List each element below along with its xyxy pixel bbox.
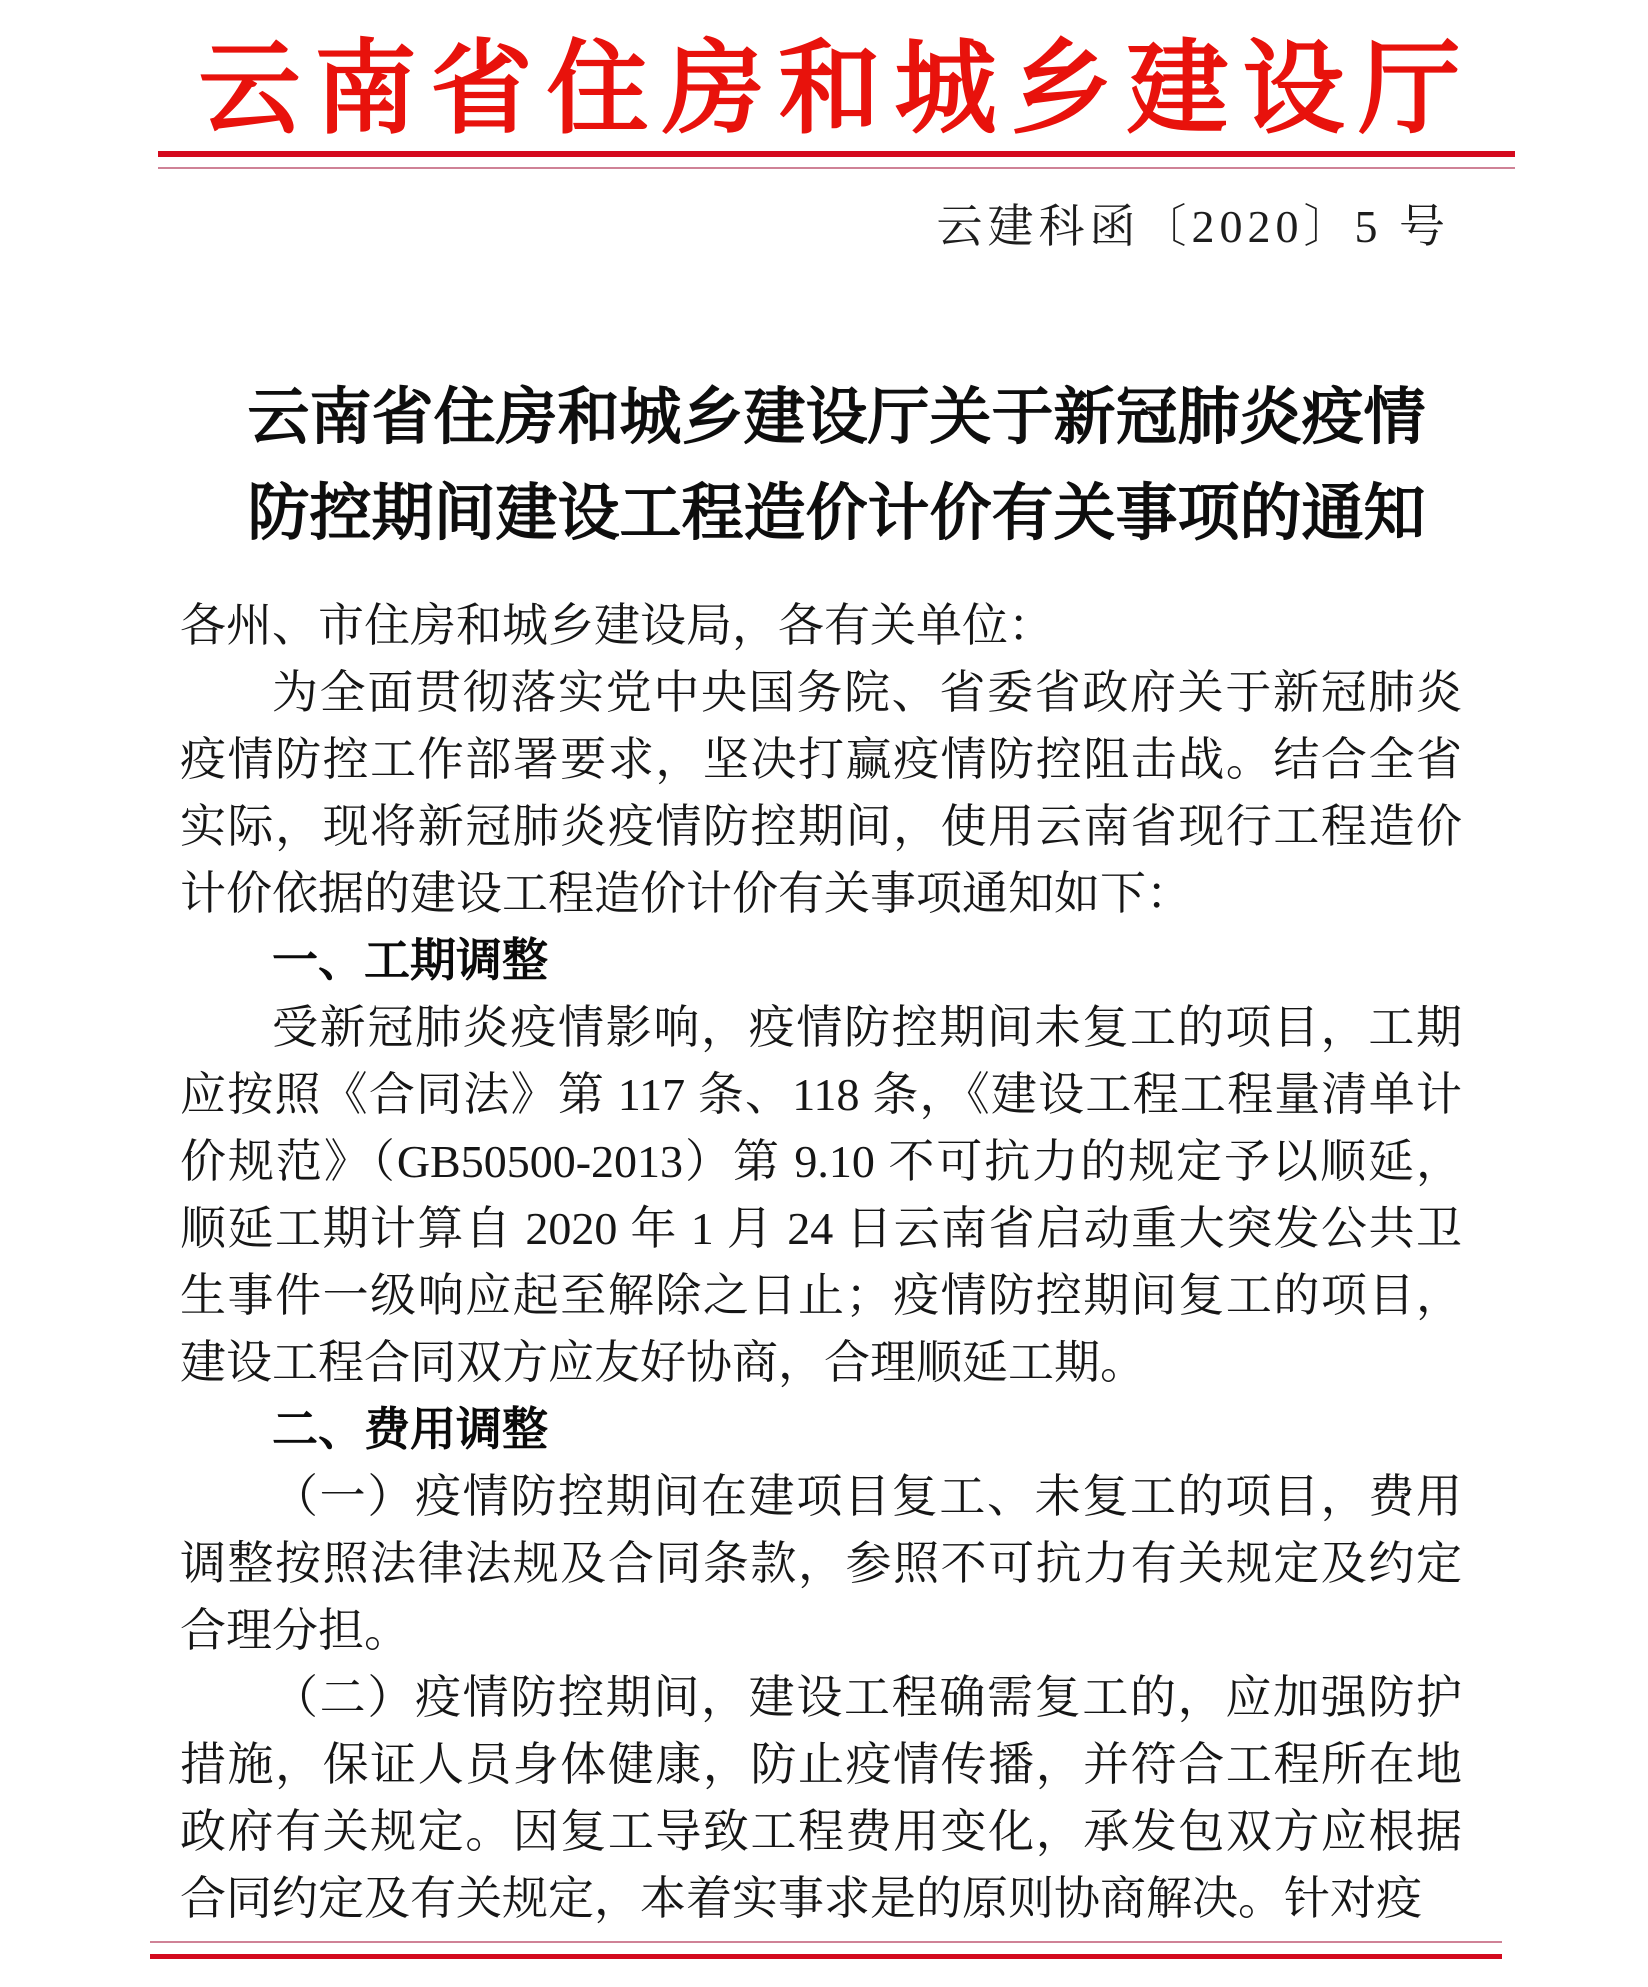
- section-heading-2: 二、费用调整: [272, 1403, 548, 1455]
- section-2-paragraph-2: （二）疫情防控期间，建设工程确需复工的，应加强防护措施，保证人员身体健康，防止疫情传播，并符合工程所在地政府有关规定。因复工导致工程费用变化，承发包双方应根据合同约定及有关规定，本着实事求是的原则协商解决。针对疫: [180, 1672, 1462, 1924]
- section-heading-1: 一、工期调整: [272, 934, 548, 986]
- agency-name: 云南省住房和城乡建设厅: [198, 34, 1475, 147]
- document-body: [180, 592, 1462, 1932]
- letterhead-rule-top: [158, 151, 1515, 157]
- salutation-line: 各州、市住房和城乡建设局，各有关单位：: [180, 600, 1054, 651]
- document-number: 云建科函〔2020〕5 号: [936, 201, 1450, 252]
- intro-paragraph: 为全面贯彻落实党中央国务院、省委省政府关于新冠肺炎疫情防控工作部署要求，坚决打赢疫情防控阻击战。结合全省实际，现将新冠肺炎疫情防控期间，使用云南省现行工程造价计价依据的建设工程造价计价有关事项通知如下：: [180, 667, 1462, 919]
- section-2-paragraph-1: （一）疫情防控期间在建项目复工、未复工的项目，费用调整按照法律法规及合同条款，参照不可抗力有关规定及约定合理分担。: [180, 1471, 1462, 1656]
- footer-rule-bottom: [150, 1954, 1502, 1959]
- section-1-paragraph: 受新冠肺炎疫情影响，疫情防控期间未复工的项目，工期应按照《合同法》第 117 条、118 条，《建设工程工程量清单计价规范》（GB50500-2013）第 9.10 不可抗力的规定予以顺延，顺延工期计算自 2020 年 1 月 24 日云南省启动重大突发公共卫生事件一级响应起至解除之日止；疫情防控期间复工的项目，建设工程合同双方应友好协商，合理顺延工期。: [180, 1002, 1462, 1388]
- document-title-line1: 云南省住房和城乡建设厅关于新冠肺炎疫情: [247, 384, 1426, 452]
- letterhead-rule-bottom: [158, 167, 1515, 169]
- footer-rule-top: [150, 1941, 1502, 1943]
- document-title: [158, 370, 1515, 562]
- document-title-line2: 防控期间建设工程造价计价有关事项的通知: [247, 480, 1426, 548]
